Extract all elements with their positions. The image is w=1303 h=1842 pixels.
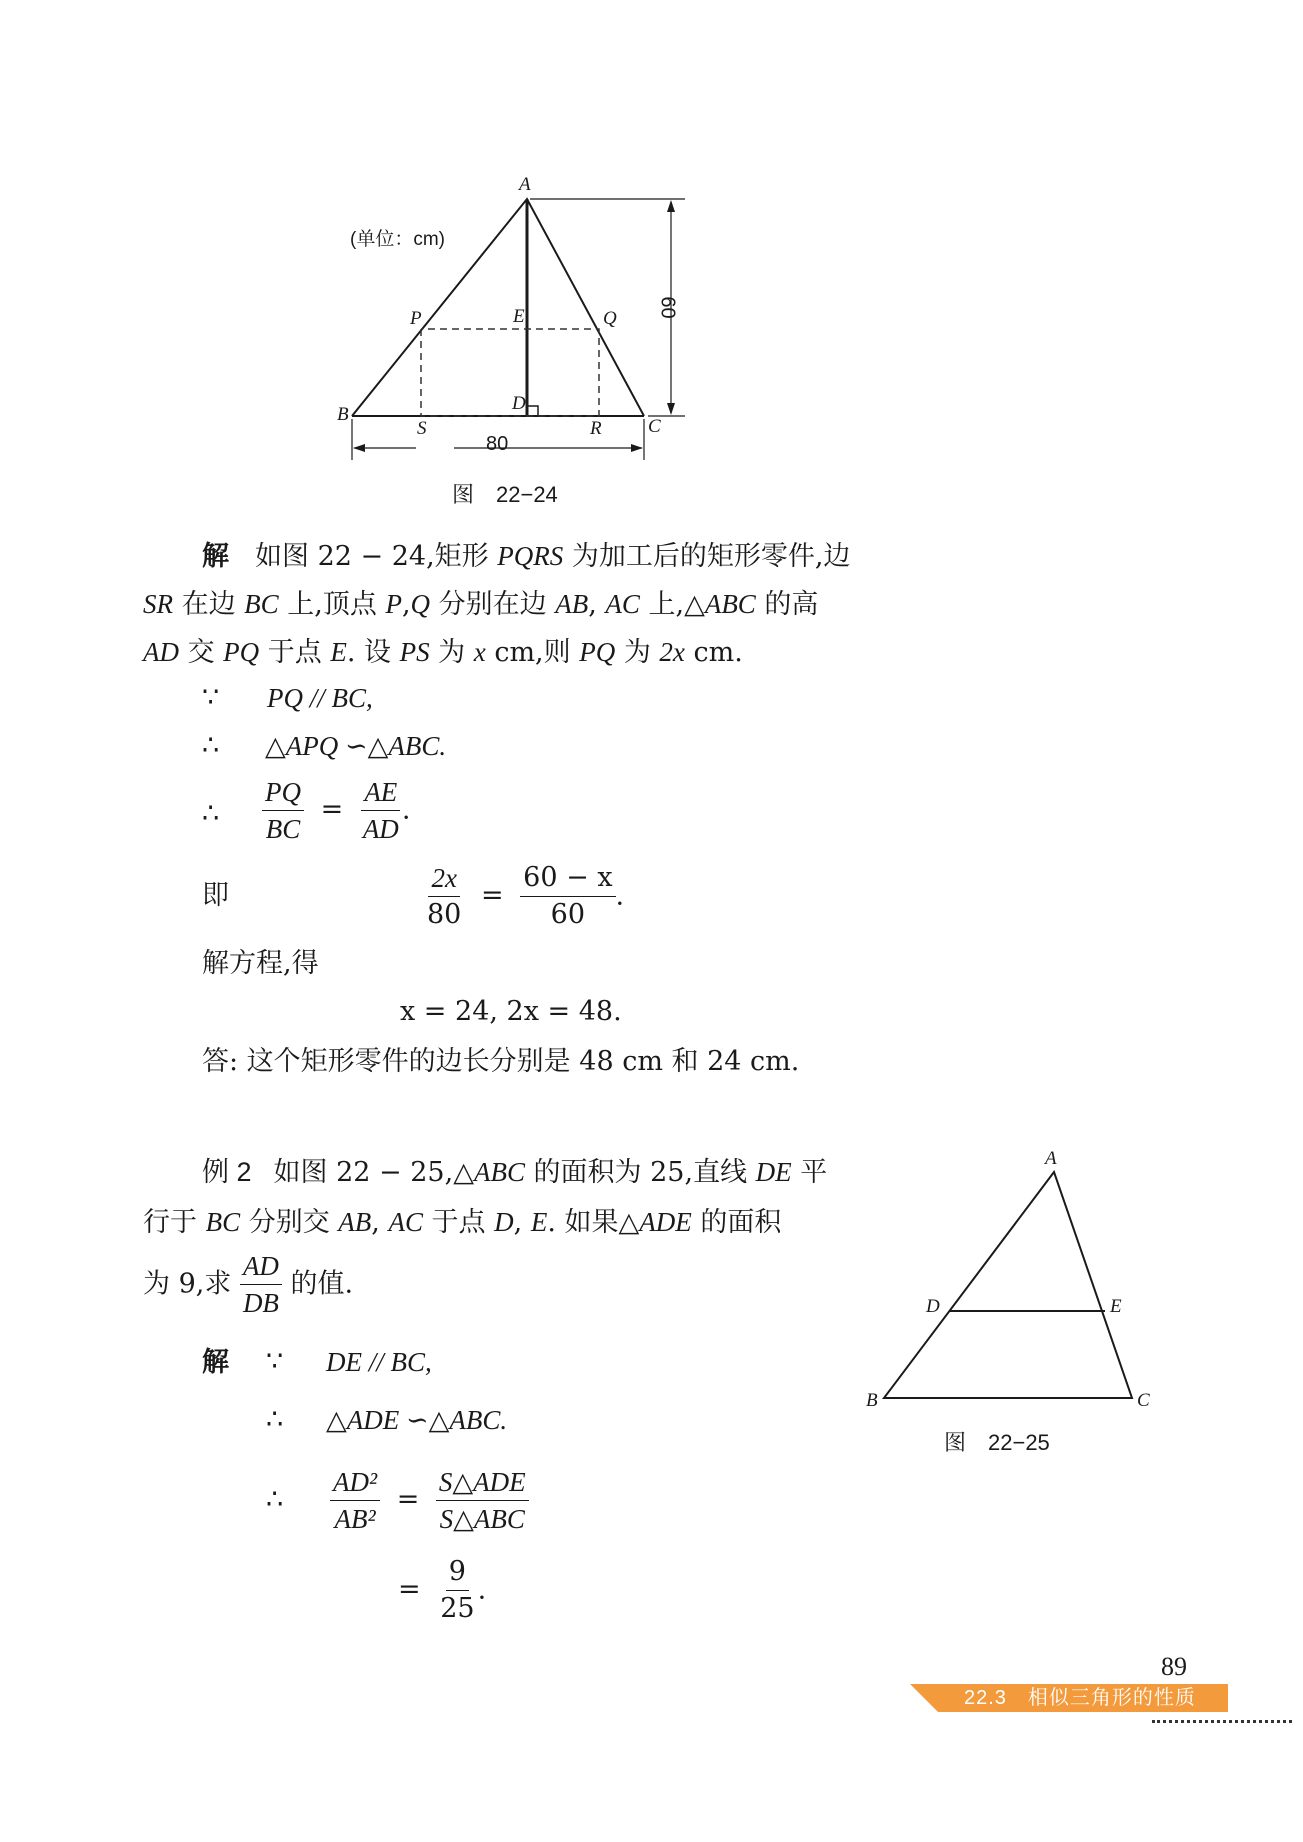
- figure-22-24-caption: 图 22−24: [452, 482, 558, 507]
- figure-22-25: [860, 1160, 1160, 1420]
- dotted-rule: [1152, 1720, 1292, 1723]
- because-symbol-1: ∵: [202, 682, 220, 713]
- vertex-d: D: [512, 393, 526, 414]
- therefore-symbol-1: ∴: [202, 730, 220, 761]
- therefore-symbol-3: ∴: [266, 1404, 284, 1435]
- fig2-vertex-a: A: [1045, 1148, 1057, 1169]
- ratio-equation-2: $\frac{2x}{80}$ = $\frac{60 - x}{60}$ .: [427, 862, 625, 931]
- example2-solution-label: 解: [202, 1347, 229, 1377]
- solution1-line1: 解 如图 22 − 24,矩形 PQRS 为加工后的矩形零件,边: [202, 541, 851, 572]
- example2-line1: 例 2 如图 22 − 25,△ABC 的面积为 25,直线 DE 平: [202, 1157, 828, 1188]
- triangle-abc-2: [884, 1172, 1132, 1398]
- vertex-s: S: [417, 418, 427, 439]
- fig2-vertex-d: D: [926, 1296, 940, 1317]
- solution1-answer: 答: 这个矩形零件的边长分别是 48 cm 和 24 cm.: [202, 1046, 800, 1077]
- fig2-vertex-c: C: [1137, 1390, 1150, 1411]
- vertex-r: R: [590, 418, 602, 439]
- fig2-vertex-b: B: [866, 1390, 878, 1411]
- vertex-c: C: [648, 416, 661, 437]
- ji-label: 即: [202, 880, 229, 911]
- vertex-q: Q: [603, 308, 617, 329]
- vertex-e: E: [513, 306, 525, 327]
- unit-label: (单位：cm): [350, 229, 445, 250]
- solution1-line2: SR 在边 BC 上,顶点 P,Q 分别在边 AB, AC 上,△ABC 的高: [143, 589, 819, 620]
- solution1-line3: AD 交 PQ 于点 E. 设 PS 为 x cm,则 PQ 为 2x cm.: [143, 637, 743, 668]
- height-dimension-value: 60: [656, 296, 679, 319]
- example2-line3: 为 9,求 $\frac{AD}{DB}$ 的值.: [143, 1251, 354, 1319]
- vertex-b: B: [337, 404, 349, 425]
- solution-result: x = 24, 2x = 48.: [400, 996, 622, 1027]
- step-pq-parallel-bc: PQ // BC,: [267, 683, 373, 713]
- solve-equation-text: 解方程,得: [202, 948, 319, 979]
- page-number: 89: [1161, 1652, 1187, 1681]
- area-ratio-value: = $\frac{9}{25}$ .: [398, 1556, 487, 1625]
- rectangle-pqrs: [421, 329, 599, 416]
- section-title: 22.3 相似三角形的性质: [964, 1687, 1196, 1709]
- vertex-p: P: [410, 308, 422, 329]
- step-similar-ade-abc: △ADE ∽△ABC.: [326, 1405, 508, 1435]
- step-similar-apq-abc: △APQ ∽△ABC.: [265, 731, 447, 761]
- base-dimension-value: 80: [486, 433, 509, 455]
- figure-22-25-caption: 图 22−25: [944, 1430, 1050, 1455]
- fig2-vertex-e: E: [1110, 1296, 1122, 1317]
- example2-line2: 行于 BC 分别交 AB, AC 于点 D, E. 如果△ADE 的面积: [143, 1207, 782, 1238]
- right-angle-mark: [527, 406, 538, 416]
- vertex-a: A: [519, 174, 531, 195]
- therefore-symbol-2: ∴: [202, 798, 220, 829]
- therefore-symbol-4: ∴: [266, 1484, 284, 1515]
- step-de-parallel-bc: DE // BC,: [326, 1347, 432, 1377]
- area-ratio-equation: $\frac{\text{AD²}}{\text{AB²}}$ = $\frac{\text{S△ADE}}{\text{S△ABC}}$: [330, 1466, 529, 1536]
- because-symbol-2: ∵: [266, 1346, 284, 1377]
- ratio-equation-1: $\frac{PQ}{BC}$ = $\frac{AE}{AD}$ .: [262, 776, 410, 846]
